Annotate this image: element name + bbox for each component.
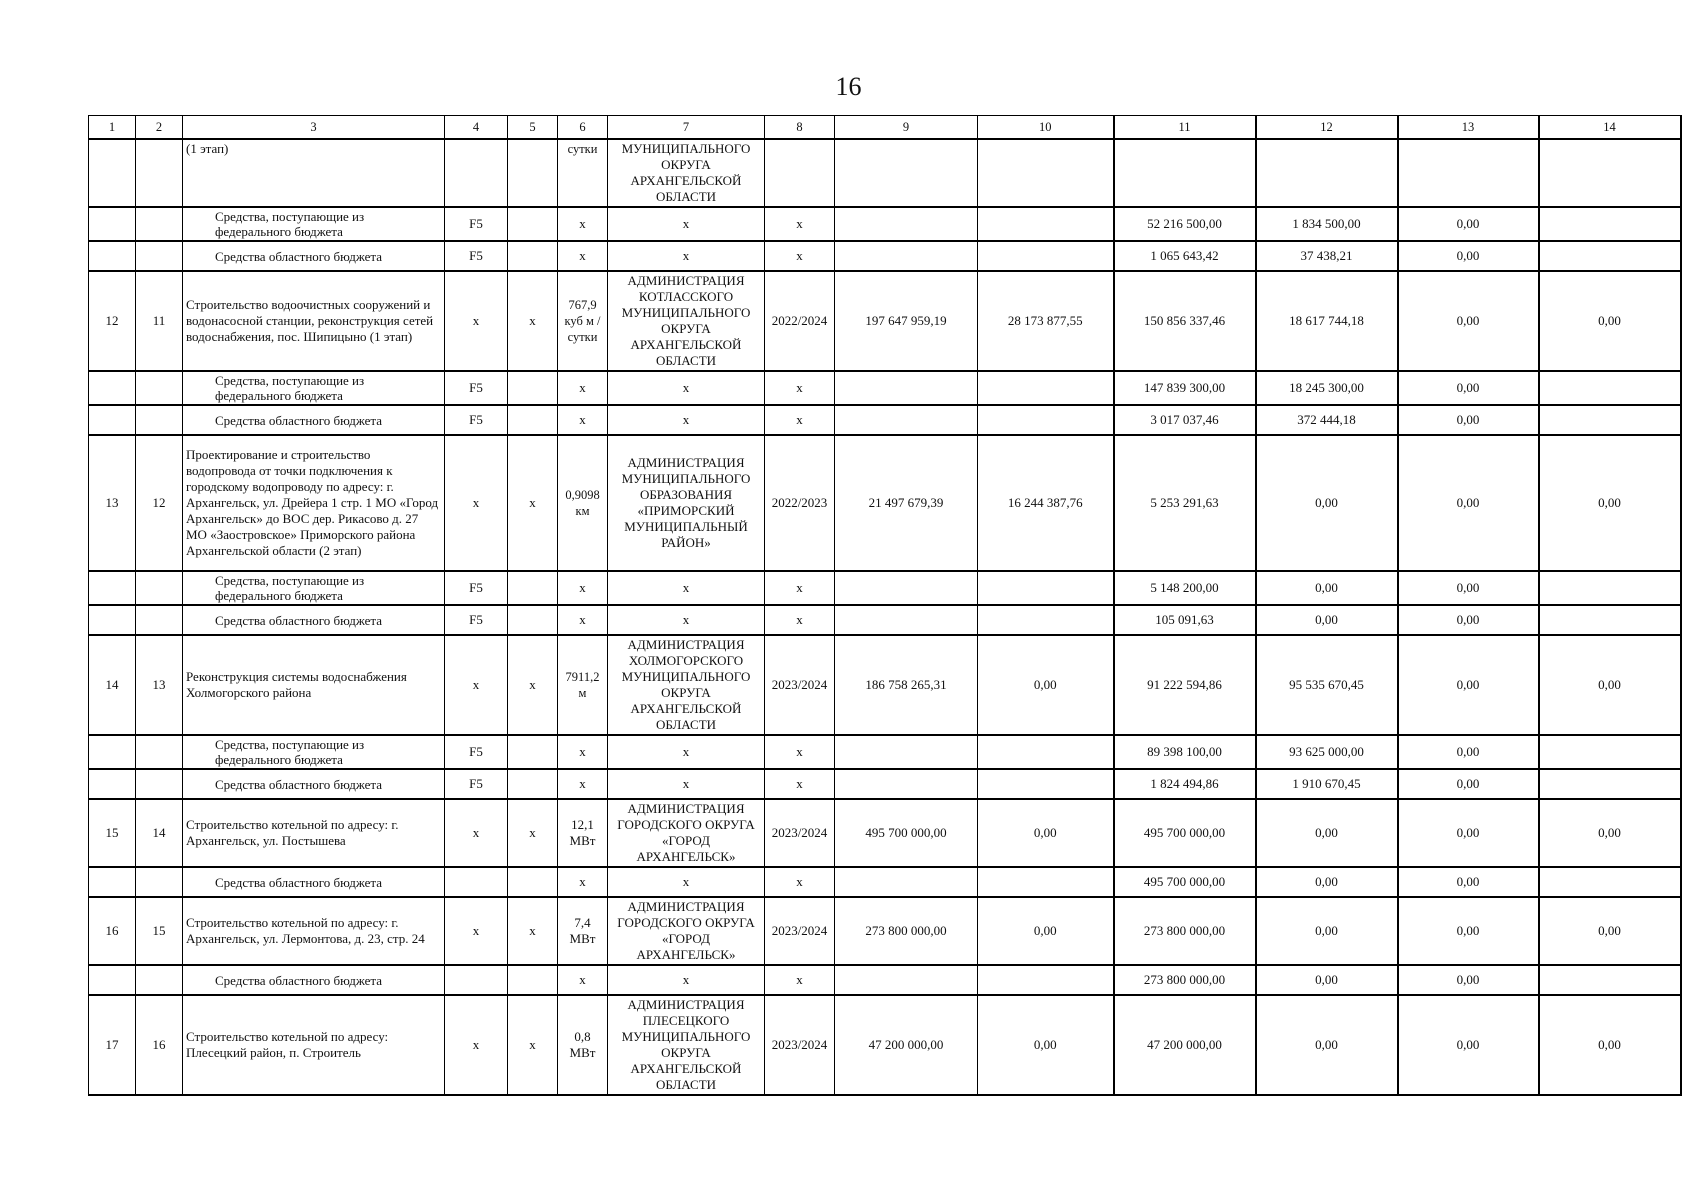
amount: 186 758 265,31 (835, 635, 978, 735)
cell: х (765, 735, 835, 769)
funding-source: Средства, поступающие из федерального бюджета (183, 735, 445, 769)
funding-source: Средства, поступающие из федерального бюджета (183, 571, 445, 605)
amount: 16 244 387,76 (978, 435, 1114, 571)
cell (978, 965, 1114, 995)
cell: х (608, 769, 765, 799)
amount: 1 834 500,00 (1256, 207, 1398, 241)
cell: х (608, 371, 765, 405)
cell: х (445, 635, 508, 735)
amount: 0,00 (1398, 271, 1539, 371)
cell (1539, 207, 1681, 241)
customer: АДМИНИСТРАЦИЯ ПЛЕСЕЦКОГО МУНИЦИПАЛЬНОГО ОКРУГА АРХАНГЕЛЬСКОЙ ОБЛАСТИ (608, 995, 765, 1095)
amount: 0,00 (1256, 995, 1398, 1095)
table-row (89, 605, 1681, 635)
cell (89, 769, 136, 799)
amount: 0,00 (1398, 965, 1539, 995)
capacity: 0,8 МВт (558, 995, 608, 1095)
period: 2023/2024 (765, 635, 835, 735)
cell: х (608, 605, 765, 635)
cell (1539, 405, 1681, 435)
cell: х (558, 241, 608, 271)
col-header: 13 (1398, 116, 1539, 140)
amount: 0,00 (978, 799, 1114, 867)
cell: х (558, 207, 608, 241)
amount: 0,00 (1398, 897, 1539, 965)
funding-source: Средства областного бюджета (183, 769, 445, 799)
amount: 372 444,18 (1256, 405, 1398, 435)
cell: х (608, 867, 765, 897)
amount: 0,00 (1256, 605, 1398, 635)
cell: х (765, 965, 835, 995)
amount: 52 216 500,00 (1114, 207, 1256, 241)
cell: х (558, 371, 608, 405)
col-header: 1 (89, 116, 136, 140)
cell: х (608, 965, 765, 995)
cell (835, 571, 978, 605)
funding-source: Средства областного бюджета (183, 965, 445, 995)
cell (89, 241, 136, 271)
column-number-row (89, 116, 1681, 140)
capacity: 767,9 куб м / сутки (558, 271, 608, 371)
cell (978, 207, 1114, 241)
cell (136, 405, 183, 435)
object-name: (1 этап) (183, 139, 445, 207)
object-name: Проектирование и строительство водопровода от точки подключения к городскому водопроводу по адресу: г. Архангельск, ул. Дрейера 1 стр. 1 МО «Город Архангельск» до ВОС дер. Рикасово д. 27 МО «Заостровское» Приморского района Архангельской области (2 этап) (183, 435, 445, 571)
amount: 0,00 (978, 635, 1114, 735)
cell (835, 605, 978, 635)
table-row (89, 271, 1681, 371)
funding-source: Средства, поступающие из федерального бюджета (183, 371, 445, 405)
row-number: 16 (89, 897, 136, 965)
amount: 0,00 (978, 897, 1114, 965)
cell: F5 (445, 769, 508, 799)
cell: х (765, 571, 835, 605)
cell (508, 965, 558, 995)
cell: х (765, 241, 835, 271)
cell: х (765, 867, 835, 897)
cell (1539, 241, 1681, 271)
cell: х (765, 207, 835, 241)
table-row (89, 635, 1681, 735)
amount: 3 017 037,46 (1114, 405, 1256, 435)
cell (1539, 139, 1681, 207)
amount: 47 200 000,00 (1114, 995, 1256, 1095)
amount: 0,00 (1256, 571, 1398, 605)
amount: 37 438,21 (1256, 241, 1398, 271)
cell (445, 139, 508, 207)
cell: F5 (445, 241, 508, 271)
table-row (89, 571, 1681, 605)
cell (445, 867, 508, 897)
amount: 197 647 959,19 (835, 271, 978, 371)
cell: х (558, 965, 608, 995)
cell: F5 (445, 405, 508, 435)
amount: 0,00 (1539, 635, 1681, 735)
amount: 0,00 (1398, 635, 1539, 735)
cell (89, 139, 136, 207)
col-header: 2 (136, 116, 183, 140)
col-header: 9 (835, 116, 978, 140)
amount: 18 617 744,18 (1256, 271, 1398, 371)
amount: 28 173 877,55 (978, 271, 1114, 371)
amount: 0,00 (1256, 799, 1398, 867)
object-name: Строительство котельной по адресу: г. Архангельск, ул. Постышева (183, 799, 445, 867)
funding-source: Средства областного бюджета (183, 241, 445, 271)
cell: х (765, 605, 835, 635)
cell (1256, 139, 1398, 207)
amount: 89 398 100,00 (1114, 735, 1256, 769)
cell: F5 (445, 571, 508, 605)
cell: х (608, 405, 765, 435)
amount: 0,00 (1398, 799, 1539, 867)
amount: 0,00 (1398, 769, 1539, 799)
cell: х (765, 769, 835, 799)
cell (1539, 965, 1681, 995)
cell: х (558, 405, 608, 435)
table-row (89, 735, 1681, 769)
amount: 0,00 (1398, 435, 1539, 571)
cell (89, 605, 136, 635)
row-number: 15 (89, 799, 136, 867)
cell (508, 405, 558, 435)
cell (136, 139, 183, 207)
row-number: 16 (136, 995, 183, 1095)
col-header: 8 (765, 116, 835, 140)
cell: х (608, 207, 765, 241)
customer: АДМИНИСТРАЦИЯ МУНИЦИПАЛЬНОГО ОБРАЗОВАНИЯ «ПРИМОРСКИЙ МУНИЦИПАЛЬНЫЙ РАЙОН» (608, 435, 765, 571)
amount: 0,00 (1398, 735, 1539, 769)
customer: АДМИНИСТРАЦИЯ ГОРОДСКОГО ОКРУГА «ГОРОД АРХАНГЕЛЬСК» (608, 897, 765, 965)
cell (835, 769, 978, 799)
cell: х (765, 371, 835, 405)
cell (1539, 769, 1681, 799)
customer: АДМИНИСТРАЦИЯ ГОРОДСКОГО ОКРУГА «ГОРОД АРХАНГЕЛЬСК» (608, 799, 765, 867)
customer: АДМИНИСТРАЦИЯ ХОЛМОГОРСКОГО МУНИЦИПАЛЬНОГО ОКРУГА АРХАНГЕЛЬСКОЙ ОБЛАСТИ (608, 635, 765, 735)
col-header: 6 (558, 116, 608, 140)
capacity: 0,9098 км (558, 435, 608, 571)
amount: 18 245 300,00 (1256, 371, 1398, 405)
cell (835, 207, 978, 241)
cell (978, 769, 1114, 799)
object-name: Строительство котельной по адресу: г. Архангельск, ул. Лермонтова, д. 23, стр. 24 (183, 897, 445, 965)
table-row (89, 207, 1681, 241)
amount: 0,00 (1539, 799, 1681, 867)
table-row (89, 139, 1681, 207)
cell (89, 371, 136, 405)
col-header: 12 (1256, 116, 1398, 140)
object-name: Строительство котельной по адресу: Плесецкий район, п. Строитель (183, 995, 445, 1095)
amount: 93 625 000,00 (1256, 735, 1398, 769)
amount: 0,00 (1539, 271, 1681, 371)
cell: х (508, 995, 558, 1095)
amount: 0,00 (1256, 897, 1398, 965)
funding-source: Средства областного бюджета (183, 867, 445, 897)
cell (89, 965, 136, 995)
amount: 495 700 000,00 (835, 799, 978, 867)
cell: х (765, 405, 835, 435)
row-number: 11 (136, 271, 183, 371)
cell (835, 241, 978, 271)
row-number: 14 (89, 635, 136, 735)
cell (445, 965, 508, 995)
cell: F5 (445, 207, 508, 241)
cell (508, 139, 558, 207)
cell (508, 571, 558, 605)
row-number: 12 (136, 435, 183, 571)
col-header: 7 (608, 116, 765, 140)
cell (508, 769, 558, 799)
cell (89, 571, 136, 605)
cell (1539, 571, 1681, 605)
cell (1539, 371, 1681, 405)
amount: 5 253 291,63 (1114, 435, 1256, 571)
row-number: 13 (89, 435, 136, 571)
cell (136, 371, 183, 405)
table-row (89, 371, 1681, 405)
cell: х (558, 735, 608, 769)
cell (136, 605, 183, 635)
cell: х (508, 271, 558, 371)
cell: х (508, 435, 558, 571)
amount: 147 839 300,00 (1114, 371, 1256, 405)
col-header: 10 (978, 116, 1114, 140)
cell (835, 735, 978, 769)
table-row (89, 769, 1681, 799)
object-name: Строительство водоочистных сооружений и водонасосной станции, реконструкция сетей водоснабжения, пос. Шипицыно (1 этап) (183, 271, 445, 371)
amount: 495 700 000,00 (1114, 799, 1256, 867)
amount: 1 824 494,86 (1114, 769, 1256, 799)
amount: 0,00 (978, 995, 1114, 1095)
cell (1539, 605, 1681, 635)
cell (978, 241, 1114, 271)
amount: 0,00 (1256, 435, 1398, 571)
period: 2022/2024 (765, 271, 835, 371)
table-row (89, 995, 1681, 1095)
amount: 0,00 (1398, 371, 1539, 405)
table-row (89, 867, 1681, 897)
cell (835, 867, 978, 897)
period: 2023/2024 (765, 995, 835, 1095)
cell: х (445, 271, 508, 371)
amount: 21 497 679,39 (835, 435, 978, 571)
cell (508, 735, 558, 769)
col-header: 14 (1539, 116, 1681, 140)
cell: х (508, 799, 558, 867)
cell: х (508, 635, 558, 735)
amount: 273 800 000,00 (835, 897, 978, 965)
amount: 0,00 (1398, 995, 1539, 1095)
cell: F5 (445, 605, 508, 635)
cell (136, 207, 183, 241)
table-row (89, 435, 1681, 571)
cell: F5 (445, 735, 508, 769)
cell (136, 241, 183, 271)
page-number: 16 (835, 72, 862, 101)
table-row (89, 241, 1681, 271)
cell (1539, 867, 1681, 897)
funding-source: Средства, поступающие из федерального бюджета (183, 207, 445, 241)
amount: 47 200 000,00 (835, 995, 978, 1095)
table-row (89, 405, 1681, 435)
row-number: 14 (136, 799, 183, 867)
cell: х (608, 735, 765, 769)
col-header: 3 (183, 116, 445, 140)
period: 2022/2023 (765, 435, 835, 571)
cell (835, 371, 978, 405)
col-header: 4 (445, 116, 508, 140)
cell (835, 139, 978, 207)
cell: х (558, 867, 608, 897)
row-number: 17 (89, 995, 136, 1095)
amount: 0,00 (1398, 405, 1539, 435)
col-header: 5 (508, 116, 558, 140)
amount: 0,00 (1398, 605, 1539, 635)
funding-source: Средства областного бюджета (183, 405, 445, 435)
cell (136, 769, 183, 799)
cell: х (445, 897, 508, 965)
table-row (89, 799, 1681, 867)
capacity: 7911,2 м (558, 635, 608, 735)
cell (1398, 139, 1539, 207)
amount: 0,00 (1398, 867, 1539, 897)
capacity: 12,1 МВт (558, 799, 608, 867)
col-header: 11 (1114, 116, 1256, 140)
cell (978, 371, 1114, 405)
amount: 5 148 200,00 (1114, 571, 1256, 605)
capacity: 7,4 МВт (558, 897, 608, 965)
cell (1114, 139, 1256, 207)
cell (136, 571, 183, 605)
cell (508, 371, 558, 405)
amount: 0,00 (1539, 995, 1681, 1095)
amount: 105 091,63 (1114, 605, 1256, 635)
cell (978, 867, 1114, 897)
cell (1539, 735, 1681, 769)
cell (978, 571, 1114, 605)
cell (136, 735, 183, 769)
cell (978, 605, 1114, 635)
cell (765, 139, 835, 207)
table-row (89, 965, 1681, 995)
cell (89, 207, 136, 241)
capacity: сутки (558, 139, 608, 207)
amount: 0,00 (1398, 241, 1539, 271)
row-number: 12 (89, 271, 136, 371)
amount: 0,00 (1539, 435, 1681, 571)
cell: х (558, 605, 608, 635)
cell (978, 139, 1114, 207)
customer: МУНИЦИПАЛЬНОГО ОКРУГА АРХАНГЕЛЬСКОЙ ОБЛАСТИ (608, 139, 765, 207)
amount: 0,00 (1539, 897, 1681, 965)
investment-program-table (88, 115, 1682, 1096)
cell (508, 605, 558, 635)
cell: х (445, 799, 508, 867)
cell: х (445, 995, 508, 1095)
cell: х (608, 571, 765, 605)
cell (89, 735, 136, 769)
object-name: Реконструкция системы водоснабжения Холмогорского района (183, 635, 445, 735)
row-number: 13 (136, 635, 183, 735)
amount: 0,00 (1398, 207, 1539, 241)
cell (136, 965, 183, 995)
cell (835, 965, 978, 995)
cell (978, 735, 1114, 769)
cell (508, 867, 558, 897)
cell: х (558, 571, 608, 605)
amount: 0,00 (1398, 571, 1539, 605)
amount: 495 700 000,00 (1114, 867, 1256, 897)
amount: 0,00 (1256, 867, 1398, 897)
amount: 1 065 643,42 (1114, 241, 1256, 271)
amount: 150 856 337,46 (1114, 271, 1256, 371)
amount: 91 222 594,86 (1114, 635, 1256, 735)
period: 2023/2024 (765, 897, 835, 965)
amount: 0,00 (1256, 965, 1398, 995)
amount: 95 535 670,45 (1256, 635, 1398, 735)
cell (89, 867, 136, 897)
cell: х (608, 241, 765, 271)
cell (89, 405, 136, 435)
row-number: 15 (136, 897, 183, 965)
amount: 1 910 670,45 (1256, 769, 1398, 799)
customer: АДМИНИСТРАЦИЯ КОТЛАССКОГО МУНИЦИПАЛЬНОГО ОКРУГА АРХАНГЕЛЬСКОЙ ОБЛАСТИ (608, 271, 765, 371)
amount: 273 800 000,00 (1114, 897, 1256, 965)
amount: 273 800 000,00 (1114, 965, 1256, 995)
cell: F5 (445, 371, 508, 405)
table-row (89, 897, 1681, 965)
cell (136, 867, 183, 897)
cell (508, 241, 558, 271)
cell: х (558, 769, 608, 799)
cell (835, 405, 978, 435)
cell: х (508, 897, 558, 965)
funding-source: Средства областного бюджета (183, 605, 445, 635)
cell: х (445, 435, 508, 571)
cell (978, 405, 1114, 435)
cell (508, 207, 558, 241)
period: 2023/2024 (765, 799, 835, 867)
